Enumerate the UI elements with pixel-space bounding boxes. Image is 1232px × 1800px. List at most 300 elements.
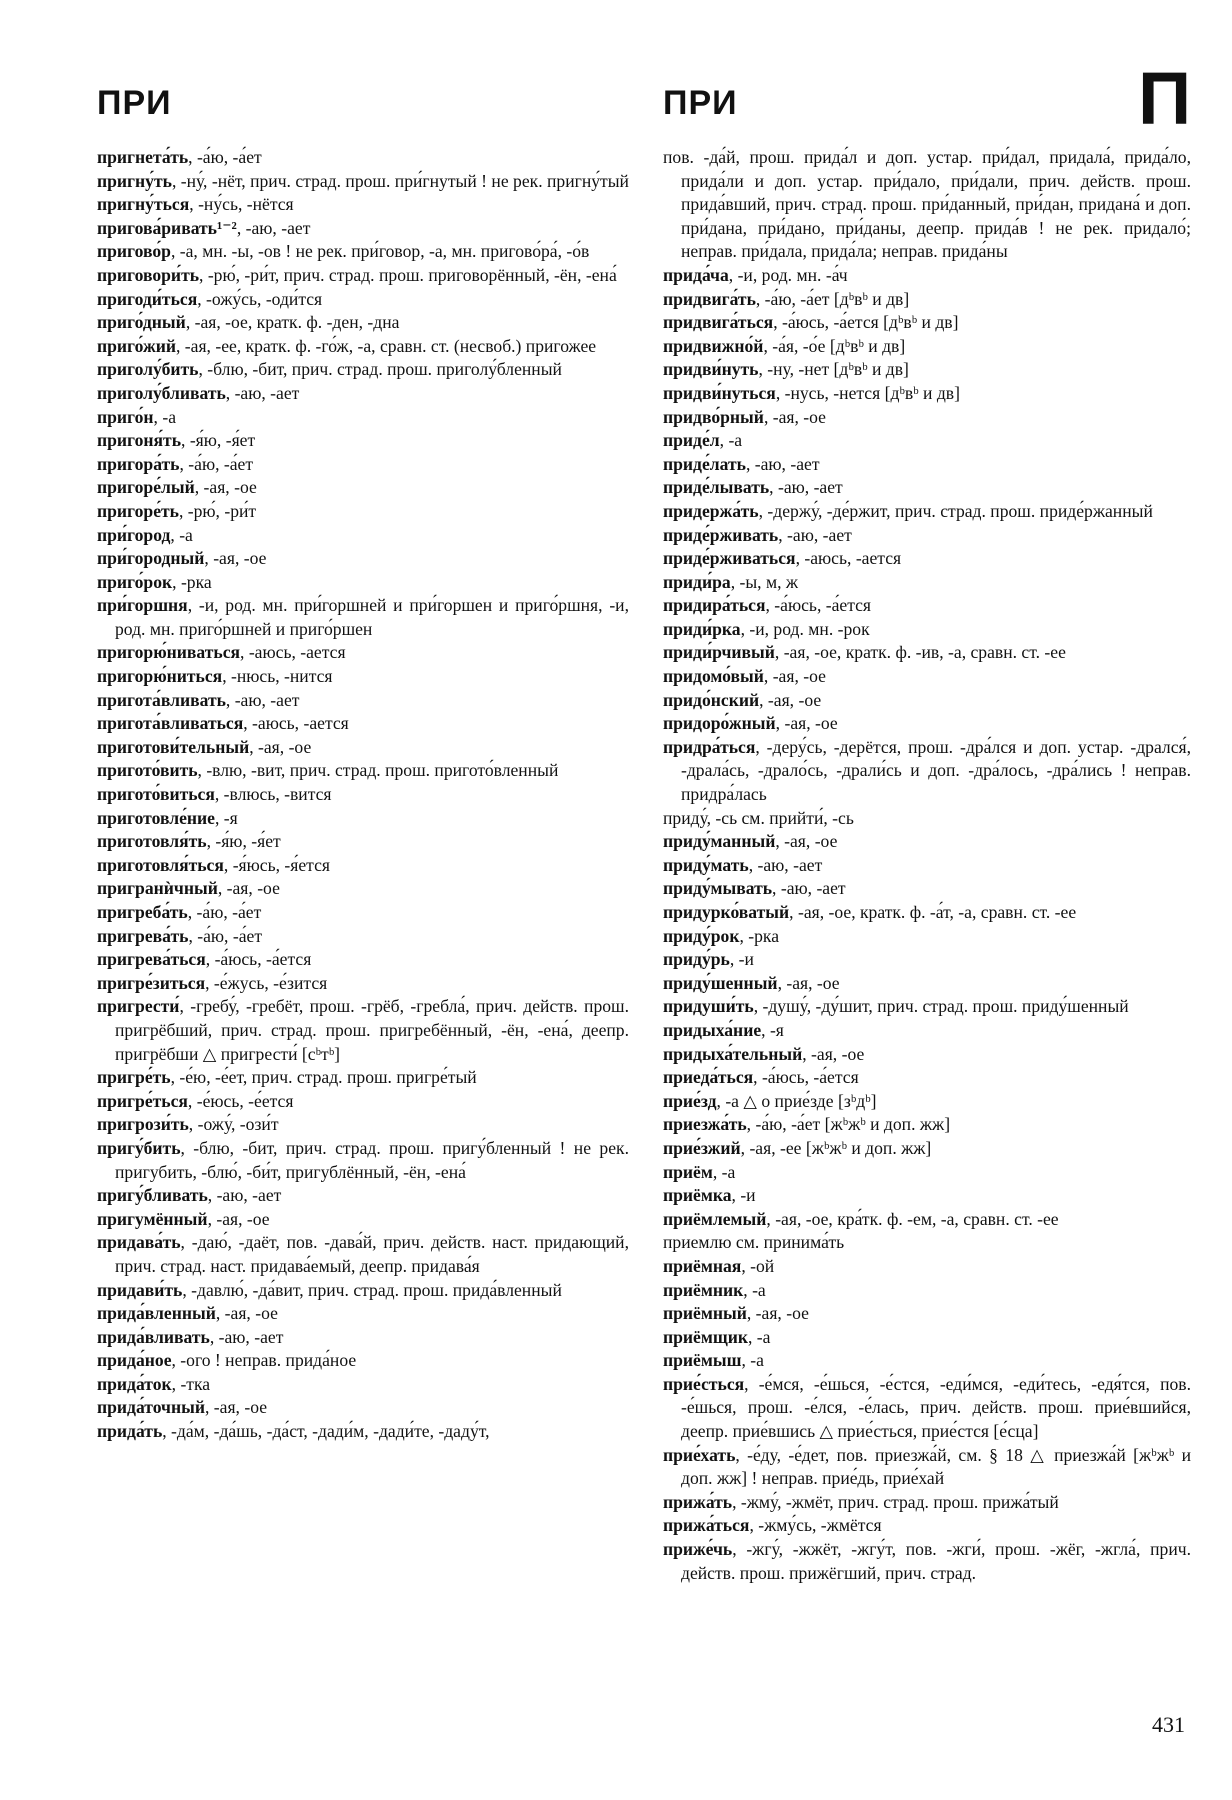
dictionary-entry <box>663 1255 1191 1279</box>
dictionary-entry <box>663 311 1191 335</box>
dictionary-entry <box>97 877 629 901</box>
headword: приди́рка <box>663 618 741 639</box>
headword: приго́н <box>97 406 154 427</box>
dictionary-entry <box>97 948 629 972</box>
headword: приго́жий <box>97 335 176 356</box>
entry-body: , -ая, -ое, кратк. ф. -ив, -а, сравн. ст. -ее <box>774 642 1066 663</box>
entry-body: , -ая, -ое <box>194 477 257 498</box>
dictionary-entry <box>97 665 629 689</box>
entry-body: , -а <box>747 1326 771 1347</box>
dictionary-entry <box>97 311 629 335</box>
dictionary-entry <box>97 170 629 194</box>
dictionary-entry <box>663 618 1191 642</box>
dictionary-entry <box>97 1208 629 1232</box>
dictionary-entry <box>97 524 629 548</box>
headword: приди́рчивый <box>663 642 775 663</box>
entry-body: , -ая, -ое <box>249 736 312 757</box>
entry-body: , -аюсь, -ается <box>240 642 346 663</box>
entry-body: , -ая, -ое <box>775 713 838 734</box>
entry-body: , -рю́, -ри́т <box>178 500 257 521</box>
headword: прида́ча <box>663 264 729 285</box>
headword: приде́рживаться <box>663 548 796 569</box>
headword: приём <box>663 1161 713 1182</box>
dictionary-entry <box>97 1184 629 1208</box>
entry-body: , -ну́сь, -нётся <box>189 194 294 215</box>
entry-body: , -ая, -ое, кратк. ф. -а́т, -а, сравн. ст. -ее <box>789 902 1077 922</box>
dictionary-entry <box>663 641 1191 665</box>
headword: приёмщик <box>663 1326 748 1347</box>
entry-body: , -а́ю, -а́ет <box>187 902 262 922</box>
dictionary-entry <box>97 594 629 641</box>
dictionary-entry <box>97 335 629 359</box>
headword: прида́вленный <box>97 1303 216 1324</box>
entry-body: , -рка <box>172 571 212 592</box>
entry-body: , -ая, -ое <box>775 831 838 852</box>
headword: пригора́ть <box>97 453 180 474</box>
entry-body: , -я́ю, -я́ет <box>206 831 281 852</box>
dictionary-entry <box>97 1231 629 1278</box>
dictionary-entry <box>663 736 1191 807</box>
dictionary-entry <box>97 146 629 170</box>
headword: прида́точный <box>97 1397 205 1418</box>
headword: приголу́бить <box>97 359 199 380</box>
entry-body: , -ая, -ое <box>217 878 280 899</box>
entry-body: , -аю, -ает <box>778 524 852 545</box>
entry-body: , -рка <box>739 925 780 946</box>
entry-body: , -я <box>214 807 238 828</box>
dictionary-entry <box>97 1396 629 1420</box>
headword: придуши́ть <box>663 996 754 1017</box>
dictionary-entry <box>663 925 1191 949</box>
headword: придомо́вый <box>663 666 764 687</box>
entry-body: , -жму́, -жмёт, прич. страд. прош. прижа́тый <box>732 1491 1059 1512</box>
dictionary-entry <box>663 288 1191 312</box>
entry-body: , -нусь, -нется [дᵇвᵇ и дв] <box>775 382 960 403</box>
headword: придержа́ть <box>663 500 759 521</box>
dictionary-entry <box>663 264 1191 288</box>
entry-body: , -давлю́, -да́вит, прич. страд. прош. прида́вленный <box>182 1279 562 1300</box>
dictionary-entry <box>663 146 1191 264</box>
dictionary-entry <box>663 594 1191 618</box>
entry-body: , -аю, -ает <box>748 854 823 875</box>
entry-body: , -держу́, -де́ржит, прич. страд. прош. приде́ржанный <box>758 500 1153 521</box>
headword: приду́шенный <box>663 972 778 993</box>
headword: прие́хать <box>663 1444 736 1465</box>
headword: приду́рь <box>663 949 730 970</box>
entry-body: , -а́ю, -а́ет [жᵇжᵇ и доп. жж] <box>746 1114 951 1135</box>
entry-body: , -е́ю, -е́ет, прич. страд. прош. пригре́тый <box>170 1067 477 1088</box>
entry-body: , -гребу́, -гребёт, прош. -грёб, -гребла́, прич. действ. прош. пригрёбший, прич. страд. прош. пригребённый, -ён, -ена́, деепр. пригрёбши △ пригрести́ [сᵇтᵇ] <box>115 996 629 1064</box>
headword: пригоня́ть <box>97 430 182 451</box>
dictionary-entry <box>97 571 629 595</box>
entry-body: , -и, род. мн. -а́ч <box>728 264 848 285</box>
dictionary-entry <box>663 406 1191 430</box>
dictionary-entry <box>97 901 629 925</box>
headword: прижа́ться <box>663 1515 750 1536</box>
headword: придви́нуться <box>663 382 776 403</box>
entry-body: , -ая, -ое <box>763 666 826 687</box>
headword: пригоре́ть <box>97 500 179 521</box>
headword: приде́рживать <box>663 524 779 545</box>
entry-body: , -аю, -ает <box>209 1326 284 1347</box>
running-head-left: ПРИ <box>97 84 172 122</box>
dictionary-entry <box>663 1326 1191 1350</box>
dictionary-entry <box>97 288 629 312</box>
entry-body: , -аю, -ает <box>225 689 300 710</box>
headword: приёмная <box>663 1255 742 1276</box>
entry-body: , -а <box>712 1161 736 1182</box>
headword: придави́ть <box>97 1279 183 1300</box>
headword: приготовля́ть <box>97 831 207 852</box>
entry-body: , -а́юсь, -а́ется [дᵇвᵇ и дв] <box>773 312 959 333</box>
dictionary-entry <box>663 524 1191 548</box>
headword: пригото́вить <box>97 760 198 781</box>
headword: приготовля́ться <box>97 854 224 875</box>
entry-body: , -и, род. мн. при́горшней и при́горшен и приго́ршня, -и, род. мн. приго́ршней и приго́ршен <box>115 595 629 639</box>
headword: придыха́тельный <box>663 1043 803 1064</box>
entry-body: , -ого ! неправ. прида́ное <box>171 1350 357 1371</box>
entry-body: , -ая, -ое <box>746 1303 809 1324</box>
headword: приду́манный <box>663 831 776 852</box>
entry-body: , -а <box>153 406 177 427</box>
entry-body: , -тка <box>171 1373 211 1394</box>
headword: придвижно́й <box>663 335 764 356</box>
entry-body: , -а́ю, -а́ет [дᵇвᵇ и дв] <box>755 288 910 309</box>
entry-body: , -а́ю, -а́ет <box>179 453 254 474</box>
entry-body: пов. -да́й, прош. прида́л и доп. устар. при́дал, придала́, прида́ло, прида́ли и доп. устар. при́дало, при́дали, прич. действ. прош. прида́вший, прич. страд. прош. при́данный, при́дан, придана́ и доп. при́дана, при́дано, при́даны, деепр. прида́в ! не рек. придало́; неправ. при́дала, прида́ла; неправ. прида́ны <box>663 147 1191 262</box>
dictionary-entry <box>97 783 629 807</box>
headword: прида́ть <box>97 1421 163 1442</box>
headword: пригрева́ть <box>97 925 189 946</box>
left-column <box>97 146 629 1444</box>
headword: пригова́ривать¹⁻² <box>97 217 237 238</box>
headword: придурко́ватый <box>663 902 790 922</box>
headword: приго́рок <box>97 571 173 592</box>
dictionary-entry <box>663 1279 1191 1303</box>
headword: прие́сться <box>663 1373 745 1394</box>
headword: при́город <box>97 524 171 545</box>
entry-body: , -нюсь, -нится <box>222 666 333 687</box>
dictionary-entry <box>663 476 1191 500</box>
dictionary-entry <box>97 972 629 996</box>
entry-body: , -а́я, -о́е [дᵇвᵇ и дв] <box>763 335 906 356</box>
headword: придо́нский <box>663 689 760 710</box>
dictionary-entry <box>97 382 629 406</box>
entry-body: , -душу́, -ду́шит, прич. страд. прош. приду́шенный <box>753 996 1129 1017</box>
dictionary-entry <box>663 1043 1191 1067</box>
headword: пригре́ть <box>97 1067 171 1088</box>
headword: пригумённый <box>97 1208 208 1229</box>
dictionary-entry <box>97 476 629 500</box>
dictionary-entry <box>97 358 629 382</box>
dictionary-entry <box>97 830 629 854</box>
entry-body: , -ожу́, -ози́т <box>188 1114 279 1135</box>
entry-body: , -а́юсь, -а́ется <box>205 949 312 970</box>
dictionary-entry <box>663 1137 1191 1161</box>
dictionary-entry <box>663 1231 1191 1255</box>
dictionary-entry <box>97 217 629 241</box>
headword: прида́вливать <box>97 1326 210 1347</box>
dictionary-entry <box>97 641 629 665</box>
dictionary-entry <box>663 429 1191 453</box>
dictionary-entry <box>97 1137 629 1184</box>
dictionary-entry <box>663 972 1191 996</box>
dictionary-entry <box>97 925 629 949</box>
dictionary-entry <box>97 500 629 524</box>
dictionary-entry <box>663 995 1191 1019</box>
dictionary-entry <box>97 240 629 264</box>
dictionary-entry <box>663 948 1191 972</box>
headword: пригре́зиться <box>97 972 206 993</box>
entry-body: , -а △ о прие́зде [зᵇдᵇ] <box>716 1090 877 1111</box>
dictionary-entry <box>663 1514 1191 1538</box>
entry-body: , -ая, -ое <box>759 689 822 710</box>
headword: пригу́бить <box>97 1137 181 1158</box>
headword: придвига́ть <box>663 288 756 309</box>
right-column <box>663 146 1191 1585</box>
headword: пригну́ть <box>97 170 172 191</box>
headword: пригну́ться <box>97 194 190 215</box>
headword: приезжа́ть <box>663 1114 747 1135</box>
entry-body: , -е́жусь, -е́зится <box>205 972 328 993</box>
entry-body: , -а <box>743 1279 766 1300</box>
headword: пригрози́ть <box>97 1114 189 1135</box>
headword: прида́ное <box>97 1350 172 1371</box>
entry-body: , -я <box>761 1019 784 1040</box>
entry-body: , -даю́, -даёт, пов. -дава́й, прич. действ. наст. придающий, прич. страд. наст. придава́емый, деепр. придава́я <box>115 1232 629 1276</box>
dictionary-entry <box>97 1090 629 1114</box>
entry-body: , -а <box>741 1350 764 1371</box>
headword: пригорю́ниваться <box>97 642 241 663</box>
entry-body: , -ая, -ое <box>205 1397 268 1418</box>
dictionary-entry <box>663 453 1191 477</box>
headword: пригота́вливаться <box>97 713 244 734</box>
headword: приду́рок <box>663 925 740 946</box>
dictionary-entry <box>663 901 1191 925</box>
headword: приёмник <box>663 1279 744 1300</box>
entry-body: , -влюсь, -вится <box>214 784 332 805</box>
entry-body: , -аюсь, -ается <box>243 713 349 734</box>
headword: приговори́ть <box>97 264 200 285</box>
headword: при́городный <box>97 548 205 569</box>
dictionary-entry <box>663 877 1191 901</box>
headword: пригнета́ть <box>97 147 189 167</box>
entry-body: , -аю, -ает <box>769 477 843 498</box>
dictionary-entry <box>663 807 1191 831</box>
dictionary-entry <box>663 1373 1191 1444</box>
dictionary-entry <box>97 1373 629 1397</box>
entry-body: , -аю, -ает <box>236 217 311 238</box>
dictionary-entry <box>97 429 629 453</box>
entry-body: , -влю, -вит, прич. страд. прош. пригото́вленный <box>197 760 559 781</box>
dictionary-entry <box>97 736 629 760</box>
entry-body: , -жгу́, -жжёт, -жгу́т, пов. -жги́, прош. -жёг, -жгла́, прич. действ. прош. прижёгший, прич. страд. <box>681 1539 1191 1583</box>
dictionary-entry <box>97 807 629 831</box>
dictionary-entry <box>97 406 629 430</box>
entry-body: , -а́юсь, -а́ется <box>753 1067 859 1088</box>
headword: приде́лать <box>663 453 746 474</box>
dictionary-entry <box>663 1302 1191 1326</box>
running-head-right: ПРИ <box>663 84 738 122</box>
entry-body: , -я́ю, -я́ет <box>181 430 256 451</box>
dictionary-entry <box>663 1538 1191 1585</box>
headword: приде́л <box>663 430 720 451</box>
entry-body: , -и, род. мн. -рок <box>740 618 870 639</box>
entry-body: приду́, -сь см. прийти́, -сь <box>663 807 854 828</box>
dictionary-entry <box>97 995 629 1066</box>
entry-body: , -ая, -ее [жᵇжᵇ и доп. жж] <box>740 1137 932 1158</box>
headword: приеда́ться <box>663 1067 754 1088</box>
headword: приготовле́ние <box>97 807 215 828</box>
headword: прие́зжий <box>663 1137 741 1158</box>
entry-body: , -я́юсь, -я́ется <box>223 854 330 875</box>
headword: приготови́тельный <box>97 736 250 757</box>
headword: придра́ться <box>663 736 756 757</box>
dictionary-entry <box>97 689 629 713</box>
headword: приёмный <box>663 1303 747 1324</box>
entry-body: , -рю́, -ри́т, прич. страд. прош. приговорённый, -ён, -ена́ <box>199 264 617 285</box>
dictionary-entry <box>97 453 629 477</box>
letter-tab: П <box>1138 57 1192 140</box>
entry-body: , -ой <box>741 1255 775 1276</box>
entry-body: , -ну́, -нёт, прич. страд. прош. при́гнутый ! не рек. пригну́тый <box>171 170 629 191</box>
headword: придвига́ться <box>663 312 774 333</box>
dictionary-entry <box>97 1326 629 1350</box>
headword: придоро́жный <box>663 713 776 734</box>
entry-body: , -ы, м, ж <box>730 571 799 592</box>
dictionary-entry <box>663 1349 1191 1373</box>
dictionary-entry <box>97 1420 629 1444</box>
dictionary-entry <box>663 1019 1191 1043</box>
headword: прие́зд <box>663 1090 717 1111</box>
dictionary-entry <box>663 712 1191 736</box>
headword: прида́ток <box>97 1373 172 1394</box>
entry-body: , -аю, -ает <box>225 382 300 403</box>
dictionary-entry <box>663 1444 1191 1491</box>
headword: прижа́ть <box>663 1491 733 1512</box>
entry-body: , -блю, -бит, прич. страд. прош. пригу́бленный ! не рек. пригубить, -блю́, -би́т, пригублённый, -ён, -ена́ <box>115 1137 629 1182</box>
entry-body: , -а, мн. -ы, -ов ! не рек. при́говор, -а, мн. пригово́ра́, -о́в <box>170 241 590 262</box>
headword: придво́рный <box>663 406 764 427</box>
headword: пригу́бливать <box>97 1185 208 1206</box>
dictionary-entry <box>97 547 629 571</box>
entry-body: , -аюсь, -ается <box>795 548 902 569</box>
dictionary-entry <box>663 571 1191 595</box>
dictionary-entry <box>97 759 629 783</box>
headword: пригранѝчный <box>97 878 218 899</box>
dictionary-entry <box>663 547 1191 571</box>
headword: придви́нуть <box>663 359 759 380</box>
dictionary-entry <box>97 1113 629 1137</box>
entry-body: , -деру́сь, -дерётся, прош. -дра́лся и доп. устар. -дрался́, -драла́сь, -драло́сь, -драли́сь и доп. -дра́лось, -дра́лись ! неправ. придра́лась <box>681 736 1191 805</box>
headword: приду́мать <box>663 854 749 875</box>
entry-body: , -а <box>719 430 743 451</box>
entry-body: , -ая, -ое, кра́тк. ф. -ем, -а, сравн. ст. -ее <box>766 1208 1059 1229</box>
headword: приго́дный <box>97 312 186 333</box>
dictionary-entry <box>97 712 629 736</box>
dictionary-entry <box>663 1491 1191 1515</box>
entry-body: , -ая, -ее, кратк. ф. -го́ж, -а, сравн. ст. (несвоб.) пригожее <box>176 335 597 356</box>
entry-body: , -е́мся, -е́шься, -е́стся, -еди́мся, -еди́тесь, -едя́тся, пов. -е́шься, прош. -е́лся, -е́лась, прич. действ. прош. прие́вшийся, деепр. прие́вшись △ прие́сться, прие́стся [е́сца] <box>681 1373 1191 1442</box>
dictionary-entry <box>663 1113 1191 1137</box>
dictionary-entry <box>663 358 1191 382</box>
entry-body: , -ожу́сь, -оди́тся <box>197 288 323 309</box>
headword: приду́мывать <box>663 878 773 899</box>
dictionary-entry <box>663 1208 1191 1232</box>
headword: пригорю́ниться <box>97 666 223 687</box>
dictionary-entry <box>663 1090 1191 1114</box>
entry-body: , -ая, -ое <box>204 548 267 569</box>
headword: приёмыш <box>663 1350 742 1371</box>
dictionary-entry <box>97 1302 629 1326</box>
entry-body: , -аю, -ает <box>207 1185 282 1206</box>
headword: пригоре́лый <box>97 477 195 498</box>
entry-body: , -е́юсь, -е́ется <box>187 1090 294 1111</box>
entry-body: , -аю, -ает <box>745 453 820 474</box>
entry-body: , -а́юсь, -а́ется <box>765 595 872 616</box>
dictionary-entry <box>97 264 629 288</box>
entry-body: приемлю см. принима́ть <box>663 1232 845 1253</box>
dictionary-entry <box>663 854 1191 878</box>
entry-body: , -да́м, -да́шь, -да́ст, -дади́м, -дади́те, -даду́т, <box>162 1421 490 1442</box>
headword: пригрева́ться <box>97 949 206 970</box>
headword: приёмка <box>663 1185 732 1206</box>
dictionary-entry <box>97 854 629 878</box>
headword: приёмлемый <box>663 1208 767 1229</box>
entry-body: , -ая, -ое <box>207 1208 270 1229</box>
headword: пригреба́ть <box>97 902 188 922</box>
entry-body: , -ая, -ое <box>802 1043 865 1064</box>
entry-body: , -ая, -ое <box>763 406 826 427</box>
dictionary-entry <box>663 689 1191 713</box>
entry-body: , -и <box>729 949 754 970</box>
entry-body: , -ая, -ое <box>215 1303 278 1324</box>
dictionary-entry <box>663 382 1191 406</box>
dictionary-entry <box>97 193 629 217</box>
entry-body: , -ну, -нет [дᵇвᵇ и дв] <box>758 359 909 380</box>
dictionary-entry <box>663 830 1191 854</box>
headword: пригото́виться <box>97 784 215 805</box>
entry-body: , -а́ю, -а́ет <box>188 925 263 946</box>
headword: пригрести́ <box>97 996 180 1017</box>
dictionary-entry <box>97 1066 629 1090</box>
headword: приди́ра <box>663 571 731 592</box>
entry-body: , -е́ду, -е́дет, пов. приезжа́й, см. § 18 △ приезжа́й [жᵇжᵇ и доп. жж] ! неправ. прие́дь, прие́хай <box>681 1444 1191 1489</box>
headword: придыха́ние <box>663 1019 762 1040</box>
headword: пригота́вливать <box>97 689 226 710</box>
dictionary-entry <box>663 1184 1191 1208</box>
dictionary-entry <box>97 1349 629 1373</box>
headword: пригоди́ться <box>97 288 198 309</box>
entry-body: , -а <box>170 524 193 545</box>
headword: придава́ть <box>97 1232 181 1253</box>
entry-body: , -аю, -ает <box>772 878 846 899</box>
entry-body: , -а́ю, -а́ет <box>188 147 262 167</box>
headword: придира́ться <box>663 595 766 616</box>
headword: приже́чь <box>663 1539 733 1560</box>
headword: приголу́бливать <box>97 382 226 403</box>
entry-body: , -ая, -ое, кратк. ф. -ден, -дна <box>185 312 400 333</box>
headword: пригово́р <box>97 241 171 262</box>
page-number: 431 <box>1152 1712 1185 1737</box>
entry-body: , -и <box>731 1185 756 1206</box>
entry-body: , -блю, -бит, прич. страд. прош. приголу́бленный <box>198 359 562 380</box>
entry-body: , -жму́сь, -жмётся <box>749 1515 882 1536</box>
headword: приде́лывать <box>663 477 770 498</box>
dictionary-entry <box>97 1279 629 1303</box>
dictionary-entry <box>663 500 1191 524</box>
entry-body: , -ая, -ое <box>777 972 840 993</box>
